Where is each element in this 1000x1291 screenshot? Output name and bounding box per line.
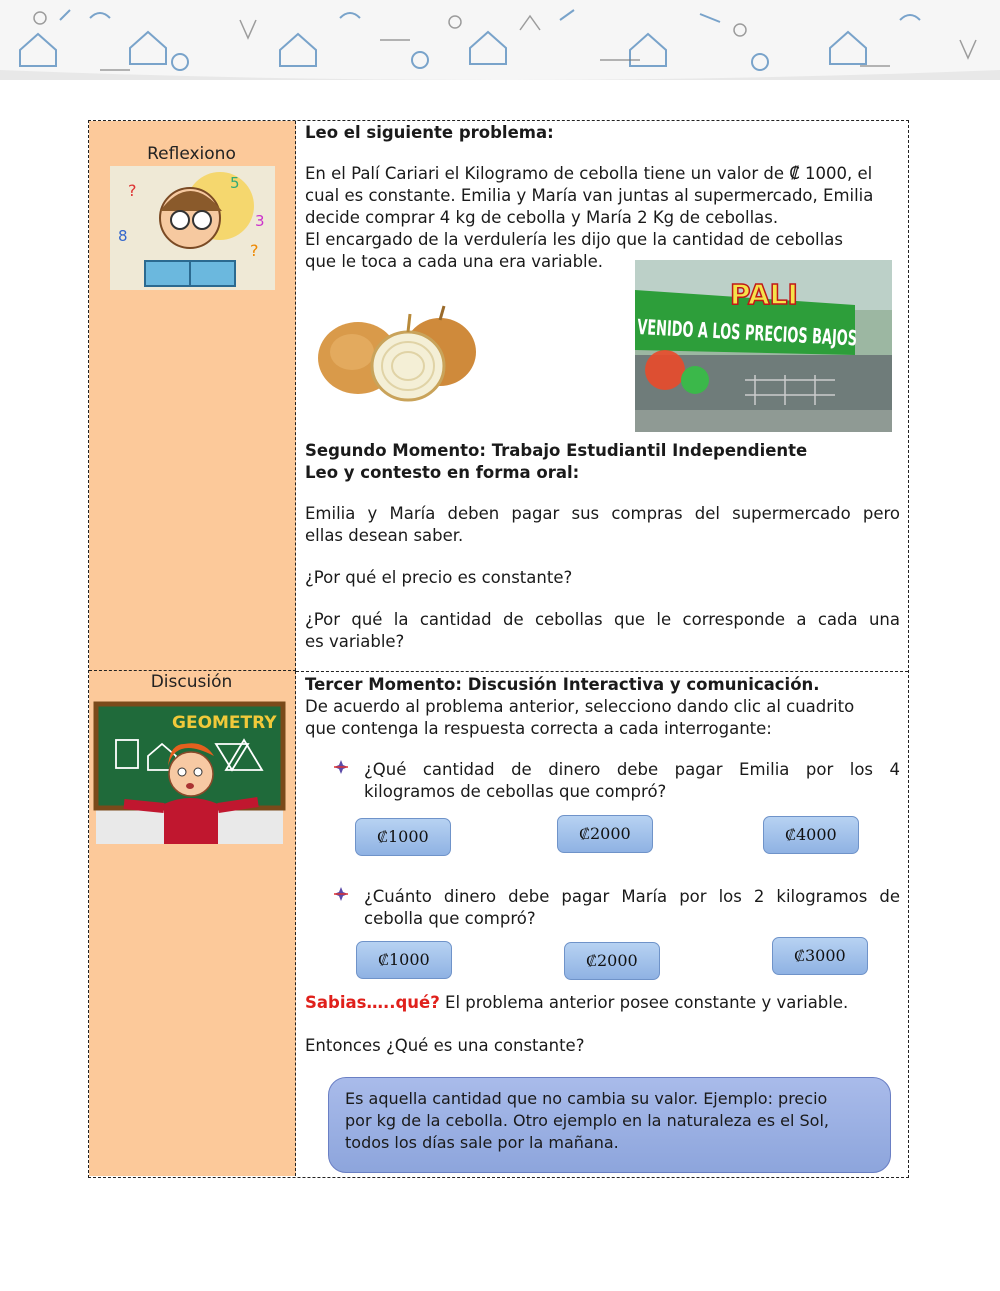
question-line: ¿Qué cantidad de dinero debe pagar Emilia por los 4 <box>364 760 900 779</box>
problem-line: decide comprar 4 kg de cebolla y María 2 Kg de cebollas. <box>305 208 779 227</box>
question-line: ¿Cuánto dinero debe pagar María por los 2 kilogramos de <box>364 887 900 906</box>
label-reflexiono: Reflexiono <box>147 144 236 164</box>
constant-definition-box <box>328 1077 891 1173</box>
svg-text:?: ? <box>128 181 137 200</box>
supermarket-icon <box>635 260 996 432</box>
question-variable <box>305 609 900 653</box>
q1-option-1000[interactable]: ₡1000 <box>355 818 451 856</box>
instruction-line: que contenga la respuesta correcta a cada interrogante: <box>305 719 772 738</box>
bullet-icon <box>334 760 348 778</box>
problem-line: cual es constante. Emilia y María van juntas al supermercado, Emilia <box>305 186 874 205</box>
geometry-teacher-icon <box>96 704 283 844</box>
onions-icon <box>312 300 482 410</box>
constant-question: Entonces ¿Qué es una constante? <box>305 1036 585 1055</box>
section1-heading: Leo el siguiente problema: <box>305 123 554 142</box>
section3-heading: Tercer Momento: Discusión Interactiva y comunicación. <box>305 675 820 694</box>
definition-line: por kg de la cebolla. Otro ejemplo en la naturaleza es el Sol, <box>345 1111 829 1130</box>
definition-line: Es aquella cantidad que no cambia su valor. Ejemplo: precio <box>345 1089 828 1108</box>
geometry-board-text: GEOMETRY <box>172 713 277 733</box>
q1-option-2000[interactable]: ₡2000 <box>557 815 653 853</box>
onions-image <box>312 300 482 410</box>
diamond-bullet-icon <box>334 760 348 774</box>
question-line: kilogramos de cebollas que compró? <box>364 782 667 801</box>
svg-text:8: 8 <box>118 227 128 245</box>
label-discusion: Discusión <box>150 672 233 692</box>
student-reading-icon <box>110 166 275 290</box>
question-maria <box>364 886 900 930</box>
section2-heading: Segundo Momento: Trabajo Estudiantil Independiente <box>305 441 808 460</box>
section2-subheading: Leo y contesto en forma oral: <box>305 463 580 482</box>
section2-paragraph <box>305 503 900 547</box>
diamond-bullet-icon <box>334 887 348 901</box>
q2-option-3000[interactable]: ₡3000 <box>772 937 868 975</box>
question-line: ¿Por qué la cantidad de cebollas que le corresponde a cada una <box>305 610 900 629</box>
sabias-text: El problema anterior posee constante y variable. <box>439 993 849 1012</box>
row-divider <box>296 671 908 672</box>
question-constant: ¿Por qué el precio es constante? <box>305 568 573 587</box>
supermarket-image <box>635 260 996 432</box>
problem-text <box>305 163 900 273</box>
problem-line: El encargado de la verdulería les dijo que la cantidad de cebollas <box>305 230 843 249</box>
q1-option-4000[interactable]: ₡4000 <box>763 816 859 854</box>
paragraph-line: Emilia y María deben pagar sus compras del supermercado pero <box>305 504 900 523</box>
instruction-line: De acuerdo al problema anterior, selecciono dando clic al cuadrito <box>305 697 855 716</box>
svg-text:5: 5 <box>230 174 240 192</box>
geometry-teacher-image <box>96 704 283 844</box>
doodle-pattern-icon <box>0 0 1000 80</box>
header-banner <box>0 0 1000 80</box>
store-sign-text: PALI <box>730 278 798 311</box>
question-line: cebolla que compró? <box>364 909 536 928</box>
section3-instruction <box>305 696 900 740</box>
q2-option-2000[interactable]: ₡2000 <box>564 942 660 980</box>
question-line: es variable? <box>305 632 405 651</box>
store-banner-text: VENIDO A LOS PRECIOS BAJOS <box>636 315 996 358</box>
q2-option-1000[interactable]: ₡1000 <box>356 941 452 979</box>
svg-text:3: 3 <box>255 212 265 230</box>
paragraph-line: ellas desean saber. <box>305 526 464 545</box>
problem-line: En el Palí Cariari el Kilogramo de cebolla tiene un valor de ₡ 1000, el <box>305 164 873 183</box>
sabias-label: Sabias…..qué? <box>305 993 440 1012</box>
definition-line: todos los días sale por la mañana. <box>345 1133 619 1152</box>
problem-line: que le toca a cada una era variable. <box>305 252 604 271</box>
bullet-icon <box>334 887 348 905</box>
svg-text:?: ? <box>250 241 259 260</box>
thinking-student-image <box>110 166 275 290</box>
sabias-line <box>305 992 848 1014</box>
question-emilia <box>364 759 900 803</box>
